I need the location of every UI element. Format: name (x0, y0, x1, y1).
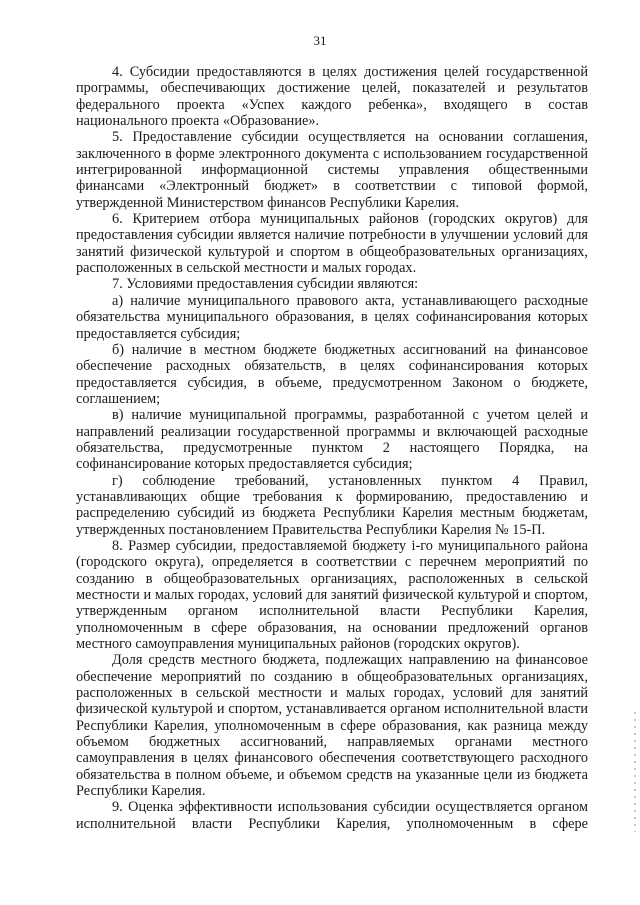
page-number: 31 (313, 33, 327, 48)
condition-g: г) соблюдение требований, установленных пунктом 4 Правил, устанавливающих общие требования к формированию, предоставлению и распределению субсидий из бюджета Республики Карелия местным бюджетам, утвержденных постановлением Правительства Республики Карелия № 15-П. (76, 472, 588, 538)
paragraph-6-selection-criterion: 6. Критерием отбора муниципальных районов (городских округов) для предоставления субсидии является наличие потребности в улучшении условий для занятий физической культурой и спортом в общеобразовательных организациях, расположенных в сельской местности и малых городах. (76, 211, 588, 277)
paragraph-7-conditions-heading: 7. Условиями предоставления субсидии являются: (112, 276, 419, 293)
condition-a: а) наличие муниципального правового акта, устанавливающего расходные обязательства муниципального образования, в целях софинансирования которых предоставляется субсидия; (76, 292, 588, 342)
document-body (76, 64, 588, 832)
paragraph-local-budget-share: Доля средств местного бюджета, подлежащих направлению на финансовое обеспечение мероприятий по созданию в общеобразовательных организациях, расположенных в сельской местности и малых городах, условий для занятий физической культурой и спортом, устанавливается органом исполнительной власти Республики Карелия, уполномоченным в сфере образования, как разница между объемом бюджетных ассигнований, направляемых органами местного самоуправления в целях финансового обеспечения соответствующего расходного обязательства в полном объеме, и объемом средств на указанные цели из бюджета Республики Карелия. (76, 652, 588, 800)
paragraph-9-efficiency-assessment: 9. Оценка эффективности использования субсидии осуществляется органом исполнительной власти Республики Карелия, уполномоченным в сфере (76, 799, 588, 832)
paragraph-5-agreement: 5. Предоставление субсидии осуществляется на основании соглашения, заключенного в форме электронного документа с использованием государственной интегрированной информационной системы управления общественными финансами «Электронный бюджет» в соответствии с типовой формой, утвержденной Министерством финансов Республики Карелия. (76, 129, 588, 211)
condition-b: б) наличие в местном бюджете бюджетных ассигнований на финансовое обеспечение расходных обязательств, в целях софинансирования которых предоставляется субсидия, в объеме, предусмотренном Законом о бюджете, соглашением; (76, 341, 588, 407)
paragraph-8-subsidy-size: 8. Размер субсидии, предоставляемой бюджету i-го муниципального района (городского округа), определяется в соответствии с перечнем мероприятий по созданию в общеобразовательных организациях, расположенных в сельской местности и малых городах, условий для занятий физической культурой и спортом, утвержденным органом исполнительной власти Республики Карелия, уполномоченным в сфере образования, на основании предложений органов местного самоуправления муниципальных районов (городских округов). (76, 537, 588, 653)
condition-v: в) наличие муниципальной программы, разработанной с учетом целей и направлений реализации государственной программы и включающей расходные обязательства, предусмотренные пунктом 2 настоящего Порядка, на софинансирование которых предоставляется субсидия; (76, 407, 588, 473)
scan-edge-marks (634, 712, 636, 832)
paragraph-4-subsidy-purpose: 4. Субсидии предоставляются в целях достижения целей государственной программы, обеспечивающих достижение целей, показателей и результатов федерального проекта «Успех каждого ребенка», входящего в состав национального проекта «Образование». (76, 64, 588, 130)
